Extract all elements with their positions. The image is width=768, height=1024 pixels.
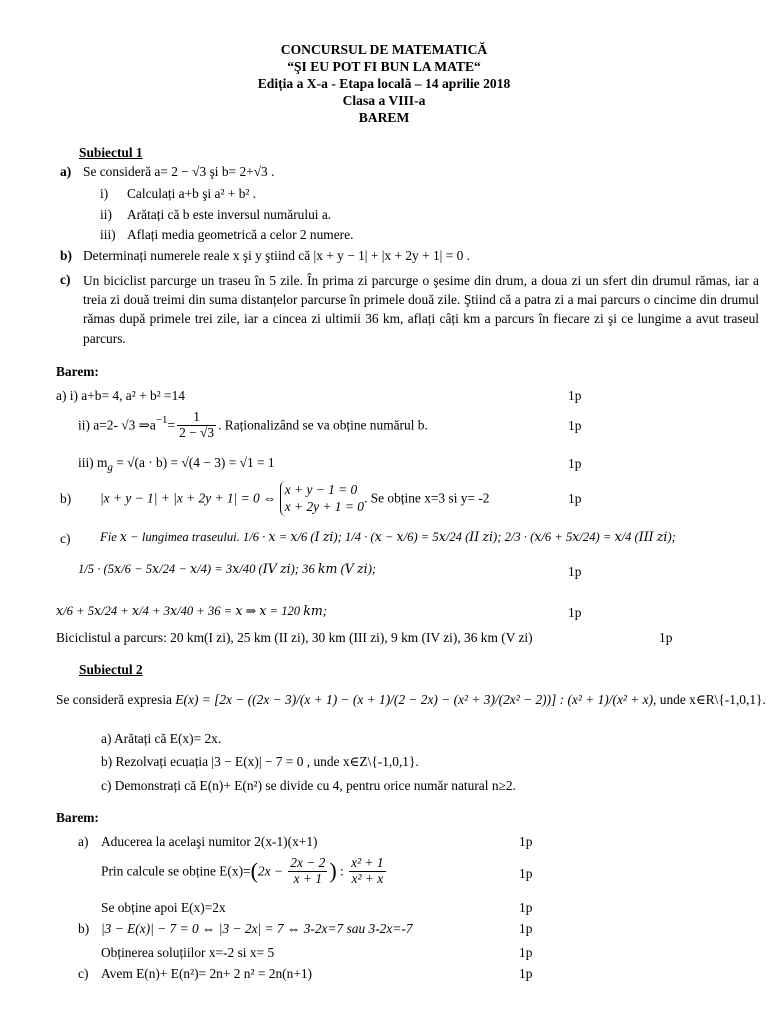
contest-title: CONCURSUL DE MATEMATICĂ (280, 42, 488, 57)
barem2-b1: |3 − E(x)| − 7 = 0 ⇔ |3 − 2x| = 7 ⇔ 3-2x=7 sau 3-2x=-7 (101, 921, 413, 936)
s2-expr-post: , unde x∈R\{-1,0,1}. (653, 692, 766, 707)
barem2-a2-inner-fraction (288, 856, 327, 886)
barem1-b-eq: |x + y − 1| + |x + 2y + 1| = 0 ⇔ (100, 490, 277, 506)
s1-b-label: b) (60, 248, 72, 263)
barem2-c1: Avem E(n)+ E(n²)= 2n+ 2 n² = 2n(n+1) (101, 966, 313, 981)
barem1-a-ii-points: 1p (568, 418, 582, 433)
barem2-b-label: b) (78, 921, 90, 936)
s1-a-label: a) (60, 164, 72, 179)
s2-expression-line (56, 692, 766, 707)
system-eq-2: x + 2y + 1 = 0 (284, 499, 364, 515)
barem1-a-ii-fraction (177, 410, 216, 440)
barem2-b1-points: 1p (519, 921, 533, 936)
barem1-c-line3-points: 1p (568, 605, 582, 620)
fraction-numerator: x² + 1 (351, 855, 384, 870)
barem1-c-line2-points: 1p (568, 564, 582, 579)
barem1-a-ii-post: . Raționalizând se va obține numărul b. (218, 417, 428, 433)
subject1-title: Subiectul 1 (79, 145, 143, 160)
barem1-c-label: c) (60, 531, 71, 546)
barem1-a-ii-pre: ii) a=2- √3 ⇒a (78, 417, 156, 433)
barem1-a-iii-post: = √(a · b) = √(4 − 3) = √1 = 1 (112, 455, 275, 470)
s1-c-label: c) (60, 272, 71, 287)
barem2-a2-fraction (349, 856, 385, 886)
barem2-title: Barem: (56, 810, 99, 825)
barem1-a-ii-sup: −1 (155, 413, 168, 426)
barem2-a3: Se obține apoi E(x)=2x (101, 900, 226, 915)
barem1-b-system (280, 481, 364, 516)
barem2-a2-pre: Prin calcule se obține E(x)= (101, 863, 251, 879)
barem2-c-label: c) (78, 966, 89, 981)
barem2-a3-points: 1p (519, 900, 533, 915)
barem1-b-line (100, 481, 490, 516)
barem2-a2: Prin calcule se obține E(x)=(2x − $\frac{2x - 2}{x + 1}$ ) : $\frac{\text{x² + 1}}{\text{x² + x}}$ (101, 855, 384, 886)
edition-line: Ediția a X-a - Etapa locală – 14 aprilie 2018 (257, 76, 511, 91)
barem2-c1-points: 1p (519, 966, 533, 981)
s1-a-text: Se consideră a= 2 − √3 şi b= 2+√3 . (83, 164, 275, 179)
close-paren: ) (329, 858, 337, 884)
barem1-b-points: 1p (568, 491, 582, 506)
barem1-a-ii (78, 410, 428, 440)
s1-a-iii-text: Aflați media geometrică a celor 2 numere. (127, 227, 354, 242)
s1-a-ii-text: Arătați că b este inversul numărului a. (127, 207, 332, 222)
s2-c: c) Demonstrați că E(n)+ E(n²) se divide cu 4, pentru orice număr natural n≥2. (101, 778, 516, 793)
fraction-denominator: x + 1 (293, 870, 323, 886)
barem1-c-line4-points: 1p (659, 630, 673, 645)
s2-expr-pre: Se consideră expresia (56, 692, 176, 707)
barem1-c-line2: 1/5 · (5𝑥/6 − 5𝑥/24 − 𝑥/4) = 3𝑥/40 (𝐼𝑉 𝑧𝑖); 36 𝑘𝑚 (𝑉 𝑧𝑖); (78, 562, 377, 576)
barem1-a-iii-pre: iii) m (78, 455, 108, 470)
s2-expr: E(x) = [2x − ((2x − 3)/(x + 1) − (x + 1)/(2 − 2x) − (x² + 3)/(2x² − 2))] : (x² + 1)/(x² + x) (175, 692, 654, 707)
barem2-a2-points: 1p (519, 866, 533, 881)
s1-c-text: Un biciclist parcurge un traseu în 5 zile. În prima zi parcurge o şesime din drum, a doua zi un sfert din drumul rămas, iar a treia zi două treimi din suma distanțelor parcurse în primele două zile. Ştiind că a patra zi a mai parcurs o cincime din drumul rămas după primele trei zile, iar a cincea zi ultimii 36 km, aflați câți km a parcurs în fiecare zi şi ce lungime a avut traseul parcurs. (83, 273, 759, 346)
barem1-a-iii (78, 455, 275, 474)
barem2-a1: Aducerea la acelaşi numitor 2(x-1)(x+1) (101, 834, 318, 849)
system-eq-1: x + y − 1 = 0 (284, 482, 358, 497)
fraction-numerator: 2x − 2 (290, 855, 326, 870)
barem2-a-label: a) (78, 834, 89, 849)
barem1-a-i: a) i) a+b= 4, a² + b² =14 (56, 388, 185, 403)
barem2-b2: Obținerea soluțiilor x=-2 si x= 5 (101, 945, 275, 960)
open-paren: ( (250, 858, 258, 884)
subject2-title: Subiectul 2 (79, 662, 143, 677)
fraction-numerator: 1 (177, 410, 216, 426)
s1-a-iii-label: iii) (100, 227, 116, 242)
barem-heading: BAREM (358, 110, 410, 125)
class-line: Clasa a VIII-a (342, 93, 426, 108)
s1-b-text: Determinați numerele reale x şi y ştiind că |x + y − 1| + |x + 2y + 1| = 0 . (83, 248, 470, 263)
barem1-a-iii-points: 1p (568, 456, 582, 471)
contest-subtitle: “ŞI EU POT FI BUN LA MATE“ (287, 59, 481, 74)
barem1-b-label: b) (60, 491, 72, 506)
barem1-a-i-points: 1p (568, 388, 582, 403)
barem1-c-line3: 𝑥/6 + 5𝑥/24 + 𝑥/4 + 3𝑥/40 + 36 = 𝑥 ⇒ 𝑥 = 120 𝑘𝑚; (56, 604, 328, 618)
fraction-denominator: 2 − √3 (179, 424, 215, 440)
barem2-b2-points: 1p (519, 945, 533, 960)
barem1-b-post: . Se obține x=3 si y= -2 (363, 490, 490, 506)
s1-a-i-text: Calculați a+b şi a² + b² . (127, 186, 257, 201)
barem1-a-iii-sub: g (107, 461, 113, 474)
barem1-c-line4: Biciclistul a parcurs: 20 km(I zi), 25 km (II zi), 30 km (III zi), 9 km (IV zi), 36 km (V zi) (56, 630, 533, 645)
fraction-denominator: x² + x (351, 870, 384, 886)
s2-a: a) Arătați că E(x)= 2x. (101, 731, 222, 746)
barem2-a1-points: 1p (519, 834, 533, 849)
s2-b: b) Rezolvați ecuația |3 − E(x)| − 7 = 0 , unde x∈Z\{-1,0,1}. (101, 754, 419, 769)
s1-a-ii-label: ii) (100, 207, 112, 222)
s1-a-i-label: i) (100, 186, 109, 201)
barem1-a-ii-eq: = (167, 417, 176, 433)
barem1-title: Barem: (56, 364, 99, 379)
barem1-c-line1: Fie 𝑥 − lungimea traseului. 1/6 · 𝑥 = 𝑥/6 (𝐼 𝑧𝑖); 1/4 · (𝑥 − 𝑥/6) = 5𝑥/24 (𝐼𝐼 𝑧𝑖); 2/3 · (𝑥/6 + 5𝑥/24) = 𝑥/4 (𝐼𝐼𝐼 𝑧𝑖); (100, 530, 676, 544)
